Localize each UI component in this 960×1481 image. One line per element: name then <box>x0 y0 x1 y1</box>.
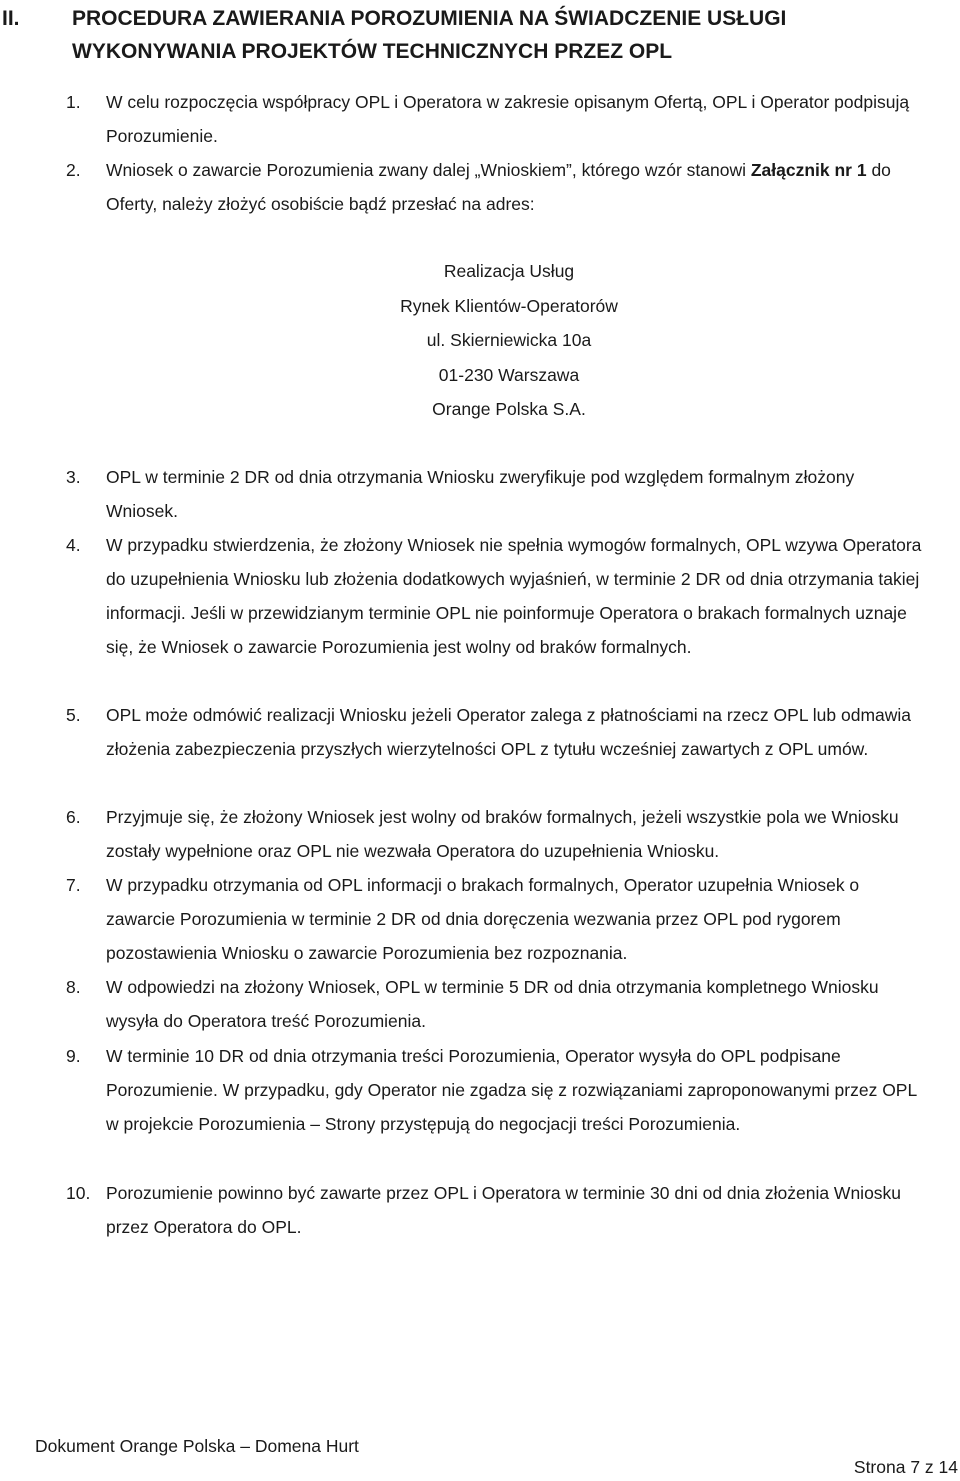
list-item-text: OPL może odmówić realizacji Wniosku jeżeli Operator zalega z płatnościami na rzecz OPL lub odmawia złożenia zabezpieczenia przyszłych wierzytelności OPL z tytułu wcześniej zawartych z OPL umów. <box>106 705 912 759</box>
list-item-text: W odpowiedzi na złożony Wniosek, OPL w terminie 5 DR od dnia otrzymania kompletnego Wniosku wysyła do Operatora treść Porozumienia. <box>106 977 879 1031</box>
list-item-number: 10. <box>66 1183 91 1203</box>
list-item-number: 4. <box>66 535 81 555</box>
address-line-unit: Rynek Klientów-Operatorów <box>400 295 618 316</box>
list-item-text: Przyjmuje się, że złożony Wniosek jest wolny od braków formalnych, jeżeli wszystkie pola we Wniosku zostały wypełnione oraz OPL nie wezwała Operatora do uzupełnienia Wniosku. <box>106 807 899 861</box>
footer-page-number: Strona 7 z 14 <box>853 1457 958 1477</box>
list-item-text-start: Wniosek o zawarcie Porozumienia zwany dalej „Wnioskiem”, którego wzór stanowi <box>106 160 751 180</box>
list-item-number: 8. <box>66 977 81 997</box>
address-line-company: Orange Polska S.A. <box>432 399 586 419</box>
list-item-text: OPL w terminie 2 DR od dnia otrzymania Wniosku zweryfikuje pod względem formalnym złożony Wniosek. <box>106 467 855 521</box>
mailing-address <box>300 254 718 427</box>
address-line-city: 01-230 Warszawa <box>438 364 580 385</box>
list-item-text <box>106 153 926 221</box>
list-item-text: Porozumienie powinno być zawarte przez OPL i Operatora w terminie 30 dni od dnia złożenia Wniosku przez Operatora do OPL. <box>106 1183 902 1237</box>
list-item-text: W terminie 10 DR od dnia otrzymania treści Porozumienia, Operator wysyła do OPL podpisane Porozumienie. W przypadku, gdy Operator nie zgadza się z rozwiązaniami zaproponowanymi przez OPL w projekcie Porozumienia – Strony przystępują do negocjacji treści Porozumienia. <box>106 1046 917 1134</box>
attachment-reference: Załącznik nr 1 <box>750 160 867 180</box>
list-item-text-end: do Oferty, należy złożyć osobiście bądź przesłać na adres: <box>106 160 891 214</box>
list-item-text: W przypadku stwierdzenia, że złożony Wniosek nie spełnia wymogów formalnych, OPL wzywa Operatora do uzupełnienia Wniosku lub złożenia dodatkowych wyjaśnień, w terminie 2 DR od dnia otrzymania takiej informacji. Jeśli w przewidzianym terminie OPL nie poinformuje Operatora o brakach formalnych uznaje się, że Wniosek o zawarcie Porozumienia jest wolny od braków formalnych. <box>106 535 922 657</box>
footer-document-name: Dokument Orange Polska – Domena Hurt <box>35 1436 359 1456</box>
list-item-number: 7. <box>66 875 81 895</box>
list-item-number: 9. <box>66 1046 81 1066</box>
list-item-text: W celu rozpoczęcia współpracy OPL i Operatora w zakresie opisanym Ofertą, OPL i Operator podpisują Porozumienie. <box>106 92 910 146</box>
address-line-street: ul. Skierniewicka 10a <box>426 330 592 350</box>
list-item-text: W przypadku otrzymania od OPL informacji o brakach formalnych, Operator uzupełnia Wniosek o zawarcie Porozumienia w terminie 2 DR od dnia doręczenia wezwania przez OPL pod rygorem pozostawienia Wniosku o zawarcie Porozumienia bez rozpoznania. <box>106 875 860 963</box>
address-line-department: Realizacja Usług <box>443 261 575 281</box>
list-item-number: 1. <box>66 92 81 112</box>
list-item-number: 3. <box>66 467 81 487</box>
section-title: PROCEDURA ZAWIERANIA POROZUMIENIA NA ŚWIADCZENIE USŁUGI WYKONYWANIA PROJEKTÓW TECHNICZNYCH PRZEZ OPL <box>72 7 787 63</box>
list-item-number: 6. <box>66 807 81 827</box>
list-item-number: 2. <box>66 160 81 180</box>
list-item-number: 5. <box>66 705 81 725</box>
section-number: II. <box>2 7 20 30</box>
